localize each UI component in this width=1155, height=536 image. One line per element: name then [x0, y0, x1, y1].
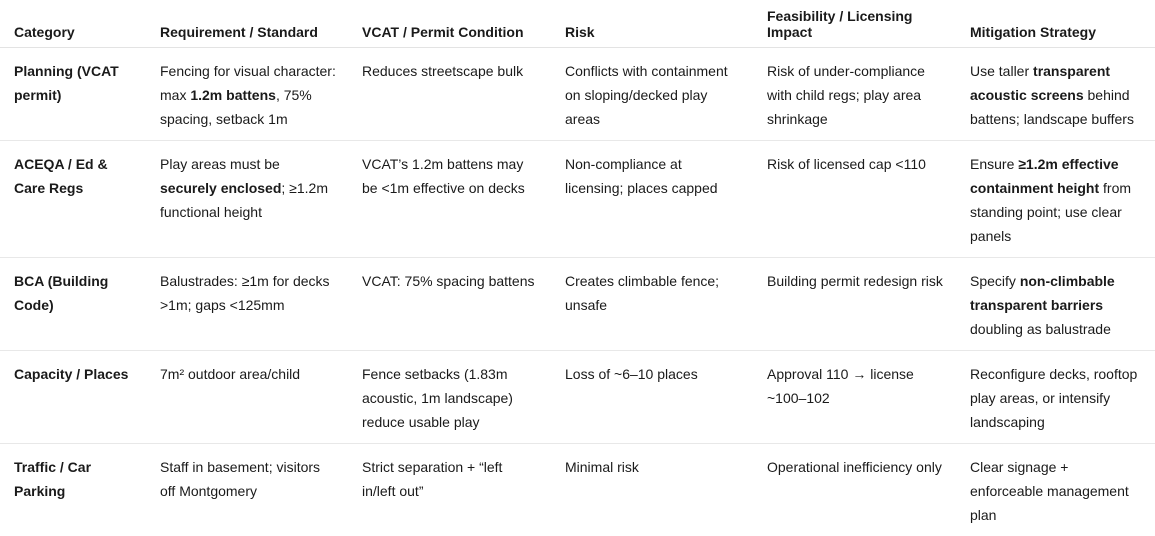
cell-feasibility [753, 257, 956, 350]
text-segment: Ensure [970, 155, 1019, 172]
text-segment: Play areas must be [160, 155, 280, 172]
cell-mitigation [956, 257, 1155, 350]
cell-risk [551, 47, 753, 140]
cell-risk [551, 140, 753, 257]
cell-mitigation [956, 47, 1155, 140]
bold-text-segment: transparent acoustic screens [970, 62, 1111, 103]
text-segment: Reduces streetscape bulk [362, 62, 524, 79]
column-header-vcat: VCAT / Permit Condition [348, 0, 551, 47]
text-segment: Balustrades: ≥1m for decks >1m; gaps <125mm [160, 272, 330, 313]
text-segment: , 75% spacing, setback 1m [160, 86, 312, 127]
text-segment: Operational inefficiency only [767, 458, 942, 475]
text-segment: Conflicts with containment on sloping/decked play areas [565, 62, 728, 127]
text-segment: doubling as balustrade [970, 320, 1111, 337]
text-segment: Strict separation + “left in/left out” [362, 458, 503, 499]
text-segment: Loss of ~6–10 places [565, 365, 698, 382]
text-segment: Risk of licensed cap <110 [767, 155, 926, 172]
text-segment: Specify [970, 272, 1020, 289]
cell-category: BCA (Building Code) [0, 257, 146, 350]
text-segment: 7m² outdoor area/child [160, 365, 301, 382]
text-segment: Reconfigure decks, rooftop play areas, or intensify landscaping [970, 365, 1138, 430]
text-segment: Minimal risk [565, 458, 639, 475]
cell-vcat [348, 257, 551, 350]
cell-requirement [146, 443, 348, 536]
text-segment: Non-compliance at licensing; places capped [565, 155, 718, 196]
text-segment: VCAT’s 1.2m battens may be <1m effective on decks [362, 155, 525, 196]
text-segment: Fence setbacks (1.83m acoustic, 1m landscape) reduce usable play [362, 365, 513, 430]
bold-text-segment: non-climbable transparent barriers [970, 272, 1115, 313]
cell-feasibility [753, 140, 956, 257]
column-header-risk: Risk [551, 0, 753, 47]
text-segment: Clear signage + enforceable management plan [970, 458, 1129, 523]
cell-risk [551, 443, 753, 536]
table-row [0, 350, 1155, 443]
text-segment: Building permit redesign risk [767, 272, 943, 289]
text-segment: Risk of under-compliance with child regs; play area shrinkage [767, 62, 925, 127]
cell-category: Planning (VCAT permit) [0, 47, 146, 140]
cell-mitigation [956, 140, 1155, 257]
table-row [0, 140, 1155, 257]
column-header-mitigation: Mitigation Strategy [956, 0, 1155, 47]
cell-mitigation [956, 443, 1155, 536]
table-row [0, 257, 1155, 350]
cell-category: Traffic / Car Parking [14, 458, 92, 499]
cell-feasibility [753, 47, 956, 140]
text-segment: Approval 110 → license ~100–102 [767, 365, 914, 406]
bold-text-segment: ≥1.2m effective containment height [970, 155, 1119, 196]
text-segment: Creates climbable fence; unsafe [565, 272, 720, 313]
text-segment: Staff in basement; visitors off Montgomery [160, 458, 321, 499]
text-segment: VCAT: 75% spacing battens [362, 272, 535, 289]
text-segment: ; ≥1.2m functional height [160, 179, 328, 220]
table-row [0, 47, 1155, 140]
column-header-category: Category [0, 0, 146, 47]
bold-text-segment: securely enclosed [160, 179, 282, 196]
text-segment: from standing point; use clear panels [970, 179, 1132, 244]
text-segment: behind battens; landscape buffers [970, 86, 1134, 127]
cell-risk [551, 257, 753, 350]
cell-vcat [348, 47, 551, 140]
bold-text-segment: 1.2m battens [190, 86, 276, 103]
text-segment: Fencing for visual character: max [160, 62, 336, 103]
cell-vcat [348, 443, 551, 536]
table-row [0, 443, 1155, 536]
cell-requirement [146, 257, 348, 350]
cell-feasibility [753, 350, 956, 443]
table-header-row [0, 0, 1155, 47]
cell-requirement [146, 350, 348, 443]
cell-category: ACEQA / Ed & Care Regs [0, 140, 146, 257]
cell-vcat [348, 140, 551, 257]
column-header-requirement: Requirement / Standard [146, 0, 348, 47]
cell-risk [551, 350, 753, 443]
cell-mitigation [956, 350, 1155, 443]
cell-vcat [348, 350, 551, 443]
cell-category: Capacity / Places [0, 350, 146, 443]
cell-feasibility [753, 443, 956, 536]
text-segment: Use taller [970, 62, 1034, 79]
column-header-feasibility: Feasibility / Licensing Impact [753, 0, 956, 47]
cell-requirement [146, 47, 348, 140]
cell-requirement [146, 140, 348, 257]
